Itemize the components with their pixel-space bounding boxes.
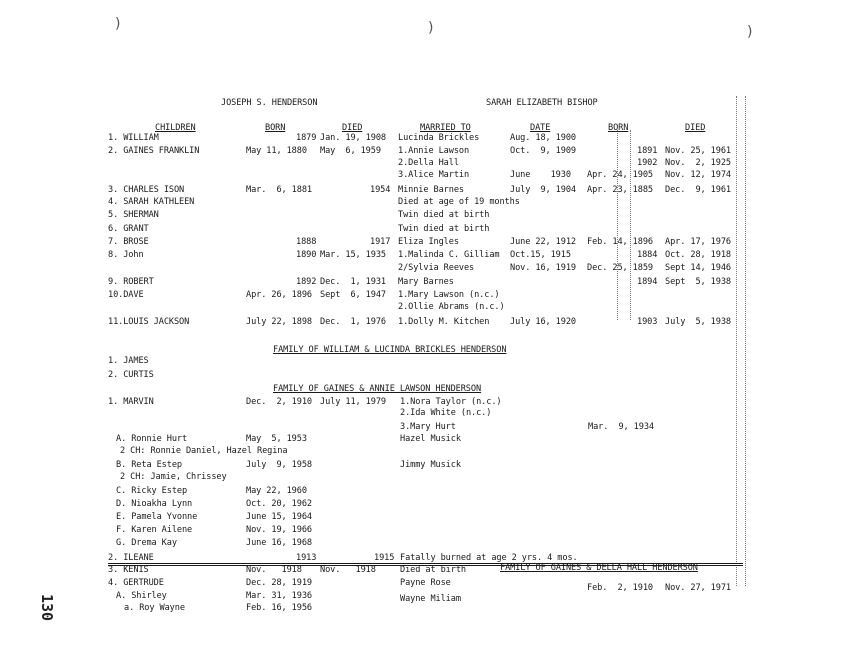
marvin-born: Dec. 2, 1910 (246, 397, 312, 407)
grandchild-born: Nov. 19, 1966 (246, 525, 312, 535)
spouse-born: 1884 (637, 250, 658, 260)
marvin-spouse-date: Mar. 9, 1934 (588, 422, 654, 432)
child-spouse: 1.Annie Lawson (398, 146, 470, 156)
grandchild-note: 2 CH: Ronnie Daniel, Hazel Regina (120, 446, 288, 456)
shirley-name: A. Shirley (116, 591, 167, 601)
child-born: July 22, 1898 (246, 317, 312, 327)
ileane-born: 1913 (296, 553, 317, 563)
child-born: May 11, 1880 (246, 146, 307, 156)
gertrude-spouse: Payne Rose (400, 578, 451, 588)
marvin-died: July 11, 1979 (320, 397, 386, 407)
child-born: 1892 (296, 277, 317, 287)
gaines-annie-heading: FAMILY OF GAINES & ANNIE LAWSON HENDERSON (273, 384, 482, 394)
grandchild-born: May 5, 1953 (246, 434, 307, 444)
kenis-born: Nov. 1918 (246, 565, 302, 575)
gertrude-spouse-born: Feb. 2, 1910 (587, 583, 653, 593)
spouse-died: Apr. 17, 1976 (665, 237, 731, 247)
kenis-name: 3. KENIS (108, 565, 149, 575)
grandchild-name: F. Karen Ailene (116, 525, 193, 535)
child-spouse: 3.Alice Martin (398, 170, 470, 180)
ileane-note: Fatally burned at age 2 yrs. 4 mos. (400, 553, 578, 563)
scan-line (617, 130, 618, 320)
scan-line (745, 96, 746, 586)
scan-line (630, 130, 631, 320)
mother-name: SARAH ELIZABETH BISHOP (486, 98, 598, 108)
kenis-note: Died at birth (400, 565, 466, 575)
kenis-died: Nov. 1918 (320, 565, 376, 575)
child-spouse: 1.Dolly M. Kitchen (398, 317, 490, 327)
spouse-born: Apr. 24, 1905 (587, 170, 653, 180)
ileane-died: 1915 (374, 553, 395, 563)
gertrude-name: 4. GERTRUDE (108, 578, 164, 588)
marriage-date: Aug. 18, 1900 (510, 133, 576, 143)
child-name: 3. CHARLES ISON (108, 185, 185, 195)
col-married-to: MARRIED TO (420, 123, 471, 133)
marriage-date: July 9, 1904 (510, 185, 576, 195)
child-spouse: 1.Mary Lawson (n.c.) (398, 290, 500, 300)
marvin-spouse: 2.Ida White (n.c.) (400, 408, 492, 418)
child-born: 1890 (296, 250, 317, 260)
father-name: JOSEPH S. HENDERSON (221, 98, 318, 108)
spouse-born: Apr. 23, 1885 (587, 185, 653, 195)
child-died: Jan. 19, 1908 (320, 133, 386, 143)
child-spouse: 2.Ollie Abrams (n.c.) (398, 302, 505, 312)
child-died: Dec. 1, 1976 (320, 317, 386, 327)
child-died: 1954 (370, 185, 391, 195)
child-spouse: Twin died at birth (398, 224, 490, 234)
grandchild-spouse: Hazel Musick (400, 434, 461, 444)
child-name: 7. BROSE (108, 237, 149, 247)
spouse-born: 1891 (637, 146, 658, 156)
child-name: 4. SARAH KATHLEEN (108, 197, 195, 207)
marriage-date: Oct.15, 1915 (510, 250, 571, 260)
scan-mark-center: ) (428, 20, 434, 36)
roy-name: a. Roy Wayne (124, 603, 185, 613)
child-name: 2. GAINES FRANKLIN (108, 146, 200, 156)
child-name: 1. WILLIAM (108, 133, 159, 143)
shirley-born: Mar. 31, 1936 (246, 591, 312, 601)
gertrude-spouse-died: Nov. 27, 1971 (665, 583, 731, 593)
spouse-born: Feb. 14, 1896 (587, 237, 653, 247)
child-spouse: 2.Della Hall (398, 158, 459, 168)
child-name: 5. SHERMAN (108, 210, 159, 220)
marriage-date: Nov. 16, 1919 (510, 263, 576, 273)
grandchild-name: G. Drema Kay (116, 538, 177, 548)
spouse-born: 1894 (637, 277, 658, 287)
gaines-della-heading: FAMILY OF GAINES & DELLA HALL HENDERSON (500, 563, 698, 573)
child-spouse: Lucinda Brickles (398, 133, 480, 143)
william-family-heading: FAMILY OF WILLIAM & LUCINDA BRICKLES HENDERSON (273, 345, 507, 355)
marriage-date: July 16, 1920 (510, 317, 576, 327)
col-children: CHILDREN (155, 123, 196, 133)
child-born: Mar. 6, 1881 (246, 185, 312, 195)
child-name: 8. John (108, 250, 144, 260)
spouse-died: July 5, 1938 (665, 317, 731, 327)
col-born: BORN (265, 123, 286, 133)
grandchild-note: 2 CH: Jamie, Chrissey (120, 472, 227, 482)
grandchild-born: June 16, 1968 (246, 538, 312, 548)
child-name: 6. GRANT (108, 224, 149, 234)
child-spouse: Eliza Ingles (398, 237, 459, 247)
spouse-born: 1902 (637, 158, 658, 168)
scan-mark-left: ) (115, 16, 121, 32)
marvin-spouse: 1.Nora Taylor (n.c.) (400, 397, 502, 407)
grandchild-name: B. Reta Estep (116, 460, 182, 470)
child-died: Sept 6, 1947 (320, 290, 386, 300)
child-born: 1888 (296, 237, 317, 247)
grandchild-name: C. Ricky Estep (116, 486, 188, 496)
grandchild-born: May 22, 1960 (246, 486, 307, 496)
child-spouse: Mary Barnes (398, 277, 454, 287)
grandchild-name: A. Ronnie Hurt (116, 434, 188, 444)
margin-page-number: 130 (38, 594, 56, 622)
spouse-died: Oct. 28, 1918 (665, 250, 731, 260)
child-spouse: Died at age of 19 months (398, 197, 520, 207)
spouse-born: Dec. 25, 1859 (587, 263, 653, 273)
marriage-date: June 22, 1912 (510, 237, 576, 247)
col-spouse-died: DIED (685, 123, 706, 133)
spouse-died: Sept 14, 1946 (665, 263, 731, 273)
marvin-name: 1. MARVIN (108, 397, 154, 407)
gertrude-born: Dec. 28, 1919 (246, 578, 312, 588)
scan-mark-right: ) (747, 24, 753, 40)
child-spouse: Twin died at birth (398, 210, 490, 220)
spouse-died: Dec. 9, 1961 (665, 185, 731, 195)
william-child: 2. CURTIS (108, 370, 154, 380)
grandchild-born: June 15, 1964 (246, 512, 312, 522)
spouse-died: Nov. 25, 1961 (665, 146, 731, 156)
spouse-died: Sept 5, 1938 (665, 277, 731, 287)
child-died: Dec. 1, 1931 (320, 277, 386, 287)
marriage-date: June 1930 (510, 170, 571, 180)
marvin-spouse: 3.Mary Hurt (400, 422, 456, 432)
child-died: May 6, 1959 (320, 146, 381, 156)
child-spouse: Minnie Barnes (398, 185, 464, 195)
marriage-date: Oct. 9, 1909 (510, 146, 576, 156)
child-spouse: 2/Sylvia Reeves (398, 263, 475, 273)
child-name: 11.LOUIS JACKSON (108, 317, 190, 327)
shirley-spouse: Wayne Miliam (400, 594, 461, 604)
col-died: DIED (342, 123, 363, 133)
grandchild-born: Oct. 20, 1962 (246, 499, 312, 509)
child-name: 10.DAVE (108, 290, 144, 300)
child-born: 1879 (296, 133, 317, 143)
child-died: 1917 (370, 237, 391, 247)
spouse-born: 1903 (637, 317, 658, 327)
col-spouse-born: BORN (608, 123, 629, 133)
scan-line (736, 96, 737, 586)
grandchild-born: July 9, 1958 (246, 460, 312, 470)
col-date: DATE (530, 123, 551, 133)
spouse-died: Nov. 12, 1974 (665, 170, 731, 180)
grandchild-name: E. Pamela Yvonne (116, 512, 198, 522)
grandchild-name: D. Nioakha Lynn (116, 499, 193, 509)
grandchild-spouse: Jimmy Musick (400, 460, 461, 470)
roy-born: Feb. 16, 1956 (246, 603, 312, 613)
spouse-died: Nov. 2, 1925 (665, 158, 731, 168)
child-born: Apr. 26, 1896 (246, 290, 312, 300)
william-child: 1. JAMES (108, 356, 149, 366)
child-spouse: 1.Malinda C. Gilliam (398, 250, 500, 260)
child-name: 9. ROBERT (108, 277, 154, 287)
child-died: Mar. 15, 1935 (320, 250, 386, 260)
ileane-name: 2. ILEANE (108, 553, 154, 563)
